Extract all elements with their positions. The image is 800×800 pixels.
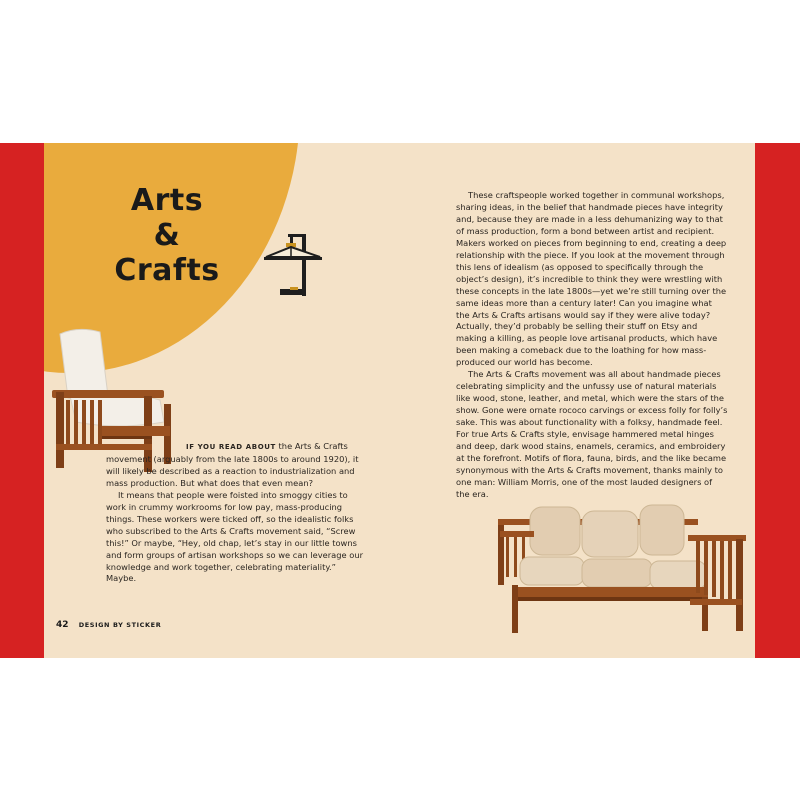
lamp-illustration [262,231,324,303]
title-line-1: Arts [130,183,204,218]
lead-in: IF YOU READ ABOUT [186,443,276,451]
left-paragraph-1-text: the Arts & Crafts movement (arguably from the late 1800s to around 1920), it will likely be described as a reaction to industrialization and mass production. But what does that even mean? [106,441,359,488]
page-title [97,183,237,288]
right-paragraph-1: These craftspeople worked together in communal workshops, sharing ideas, in the belief that handmade pieces have integrity and, because they are made in a less dehumanizing way to that of mass production, form a bond between artist and recipient. Makers worked on pieces from beginning to end, creating a deep relationship with the piece. If you look at the movement through this lens of idealism (as opposed to specifically through the object’s design), it’s incredible to think they were wrestling with these concepts in the late 1800s—yet we’re still turning over the same ideas more than a century later! Can you imagine what the Arts & Crafts artisans would say if they were alive today? Actually, they’d probably be selling their stuff on Etsy and making a killing, as people love artisanal products, which have been making a comeback due to the loathing for how mass-produced our world has become. [456,190,727,368]
footer-label: DESIGN BY STICKER [78,621,162,629]
left-column-text [106,441,366,585]
right-column-text [456,190,728,501]
left-red-bar [0,143,44,658]
left-paragraph-2: It means that people were foisted into smoggy cities to work in crummy workrooms for low pay, mass-producing things. These workers were ticked off, so the idealistic folks who subscribed to the Arts & Crafts movement said, “Screw this!” Or maybe, “Hey, old chap, let’s stay in our little towns and form groups of artisan workshops so we can leverage our knowledge and work together, celebrating materiality.” Maybe. [106,489,364,584]
title-line-2: & [153,218,181,253]
left-paragraph-1 [106,441,366,490]
right-red-bar [755,143,800,658]
page-footer [56,620,161,630]
right-paragraph-2: The Arts & Crafts movement was all about handmade pieces celebrating simplicity and the unfussy use of natural materials like wood, stone, leather, and metal, which were the stars of the show. Gone were ornate rococo carvings or excess folly for folly’s sake. This was about functionality with a folksy, handmade feel. For true Arts & Crafts style, envisage hammered metal hinges and deep, dark wood stains, enamels, ceramics, and embroidery at the forefront. Motifs of flora, fauna, birds, and the like became synonymous with the Arts & Crafts movement, thanks mainly to one man: William Morris, one of the most lauded designers of the era. [456,369,728,499]
book-spread [0,143,800,658]
settle-sofa-illustration [490,501,750,636]
title-line-3: Crafts [114,253,220,288]
page-number: 42 [56,620,69,630]
